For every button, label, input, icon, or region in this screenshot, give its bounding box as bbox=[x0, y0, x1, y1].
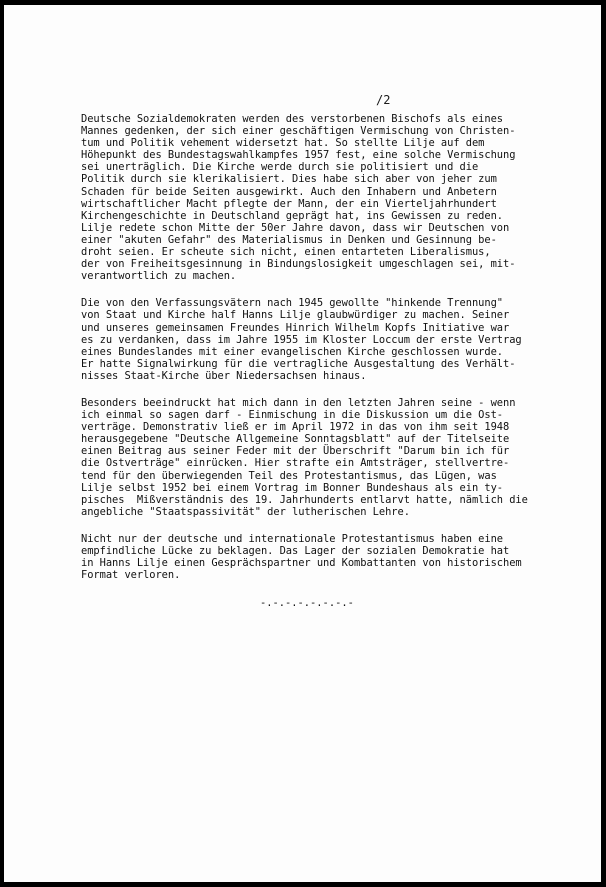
text-line: Lilje selbst 1952 bei einem Vortrag im Bonner Bundeshaus als ein ty- bbox=[81, 481, 503, 494]
paragraph-1 bbox=[81, 113, 601, 282]
paragraph-4 bbox=[81, 533, 601, 581]
text-line: Er hatte Signalwirkung für die vertragliche Ausgestaltung des Verhält- bbox=[81, 357, 516, 370]
page-number: /2 bbox=[376, 93, 391, 107]
text-line: Deutsche Sozialdemokraten werden des verstorbenen Bischofs als eines bbox=[81, 113, 503, 125]
text-line: Kirchengeschichte in Deutschland geprägt hat, ins Gewissen zu reden. bbox=[81, 209, 503, 222]
text-line: herausgegebene "Deutsche Allgemeine Sonntagsblatt" auf der Titelseite bbox=[81, 433, 510, 446]
text-line: Lilje redete schon Mitte der 50er Jahre davon, dass wir Deutschen von bbox=[81, 221, 510, 234]
text-line: sei unerträglich. Die Kirche werde durch sie politisiert und die bbox=[81, 161, 479, 174]
text-line: droht seien. Er scheute sich nicht, einen entarteten Liberalismus, bbox=[81, 246, 491, 259]
text-line: tum und Politik vehement widersetzt hat. So stellte Lilje auf dem bbox=[81, 137, 485, 150]
document-page bbox=[4, 5, 601, 882]
text-line: von Staat und Kirche half Hanns Lilje glaubwürdiger zu machen. Seiner bbox=[81, 309, 510, 322]
letter-body bbox=[81, 113, 601, 596]
text-line: verantwortlich zu machen. bbox=[81, 270, 237, 283]
closing-divider: -.-.-.-.-.-.-.- bbox=[260, 597, 354, 609]
text-line: empfindliche Lücke zu beklagen. Das Lager der sozialen Demokratie hat bbox=[81, 545, 510, 557]
text-line: es zu verdanken, dass im Jahre 1955 im Kloster Loccum der erste Vertrag bbox=[81, 333, 522, 346]
paragraph-3 bbox=[81, 397, 601, 518]
text-line: Höhepunkt des Bundestagswahlkampfes 1957 fest, eine solche Vermischung bbox=[81, 149, 516, 162]
text-line: Nicht nur der deutsche und internationale Protestantismus haben eine bbox=[81, 532, 503, 545]
text-line: einen Beitrag aus seiner Feder mit der Überschrift "Darum bin ich für bbox=[81, 445, 510, 458]
text-line: Besonders beeindruckt hat mich dann in den letzten Jahren seine - wenn bbox=[81, 396, 516, 409]
text-line: Die von den Verfassungsvätern nach 1945 gewollte "hinkende Trennung" bbox=[81, 297, 503, 310]
text-line: der von Freiheitsgesinnung in Bindungslosigkeit umgeschlagen sei, mit- bbox=[81, 258, 516, 271]
text-line: tend für den überwiegenden Teil des Protestantismus, das Lügen, was bbox=[81, 469, 497, 482]
text-line: Format verloren. bbox=[81, 569, 181, 582]
text-line: nisses Staat-Kirche über Niedersachsen hinaus. bbox=[81, 369, 367, 382]
text-line: Politik durch sie klerikalisiert. Dies habe sich aber von jeher zum bbox=[81, 173, 497, 186]
text-line: pisches Mißverständnis des 19. Jahrhunderts entlarvt hatte, nämlich die bbox=[81, 493, 528, 506]
text-line: angebliche "Staatspassivität" der lutherischen Lehre. bbox=[81, 505, 410, 518]
text-line: einer "akuten Gefahr" des Materialismus in Denken und Gesinnung be- bbox=[81, 233, 497, 246]
text-line: und unseres gemeinsamen Freundes Hinrich Wilhelm Kopfs Initiative war bbox=[81, 321, 510, 334]
text-line: verträge. Demonstrativ ließ er im April 1972 in das von ihm seit 1948 bbox=[81, 421, 510, 434]
paragraph-2 bbox=[81, 297, 601, 382]
text-line: die Ostverträge" einrücken. Hier strafte ein Amtsträger, stellvertre- bbox=[81, 457, 510, 470]
text-line: in Hanns Lilje einen Gesprächspartner und Kombattanten von historischem bbox=[81, 557, 522, 570]
text-line: wirtschaftlicher Macht pflegte der Mann, der ein Vierteljahrhundert bbox=[81, 197, 497, 210]
text-line: eines Bundeslandes mit einer evangelischen Kirche geschlossen wurde. bbox=[81, 345, 503, 358]
text-line: ich einmal so sagen darf - Einmischung in die Diskussion um die Ost- bbox=[81, 409, 503, 422]
text-line: Mannes gedenken, der sich einer geschäftigen Vermischung von Christen- bbox=[81, 125, 516, 138]
text-line: Schaden für beide Seiten ausgewirkt. Auch den Inhabern und Anbetern bbox=[81, 185, 497, 198]
